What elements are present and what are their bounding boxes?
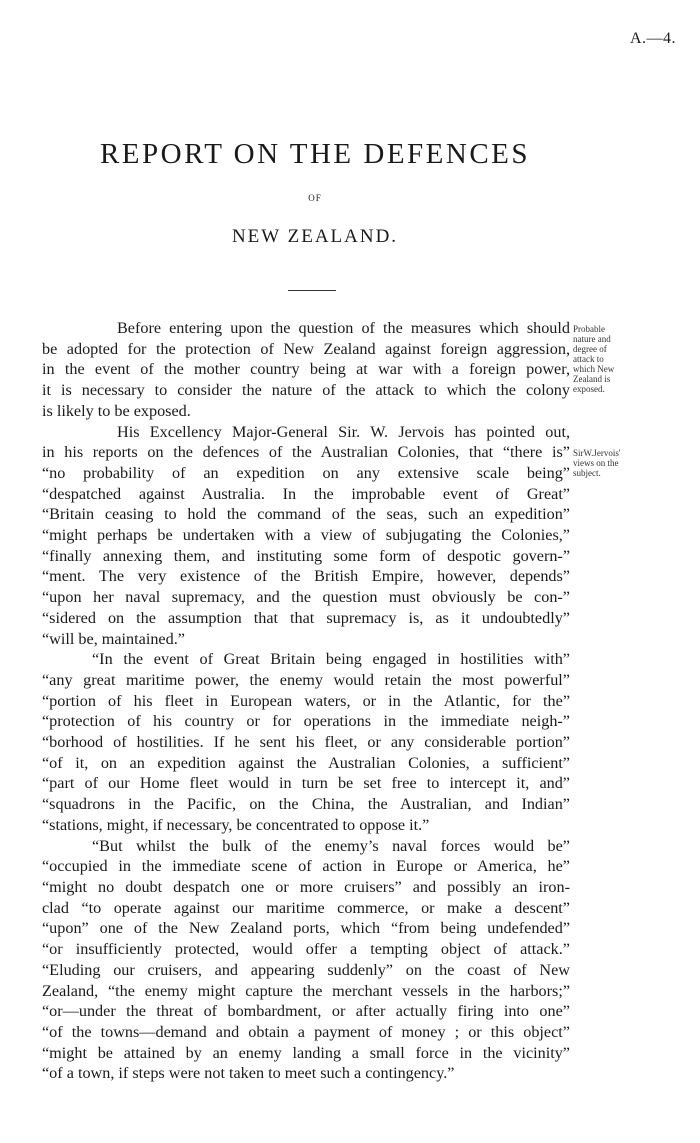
- paragraph: [42, 318, 570, 422]
- text-line: “finally annexing them, and instituting some form of despotic govern-”: [42, 546, 570, 565]
- text-line: Zealand, “the enemy might capture the merchant vessels in the harbors;”: [42, 981, 570, 1000]
- text-line: “portion of his fleet in European waters, or in the Atlantic, for the”: [42, 691, 570, 710]
- text-line: “protection of his country or for operations in the immediate neigh-”: [42, 712, 570, 731]
- text-line: “squadrons in the Pacific, on the China, the Australian, and Indian”: [42, 795, 570, 814]
- text-line: His Excellency Major-General Sir. W. Jervois has pointed out,: [117, 422, 570, 441]
- text-line: it is necessary to consider the nature of the attack to which the colony: [42, 381, 570, 400]
- paragraph: [42, 422, 570, 650]
- text-line: “upon her naval supremacy, and the question must obviously be con-”: [42, 588, 570, 607]
- side-note-line: attack to: [573, 354, 604, 364]
- text-line: “or—under the threat of bombardment, or after actually firing into one”: [42, 1002, 570, 1021]
- paragraph: [42, 836, 570, 1084]
- side-note-jervois-views: [573, 448, 663, 478]
- text-line: “any great maritime power, the enemy would retain the most powerful”: [42, 670, 570, 689]
- text-line: “sidered on the assumption that that supremacy is, as it undoubtedly”: [42, 608, 570, 627]
- report-title: REPORT ON THE DEFENCES: [99, 138, 531, 170]
- text-line: “will be, maintained.”: [42, 629, 185, 648]
- text-line: clad “to operate against our maritime commerce, or make a descent”: [42, 898, 570, 917]
- title-divider: [288, 290, 336, 291]
- text-line: “But whilst the bulk of the enemy’s naval forces would be”: [92, 836, 570, 855]
- text-line: “In the event of Great Britain being engaged in hostilities with”: [92, 650, 570, 669]
- text-line: “or insufficiently protected, would offer a tempting object of attack.”: [42, 940, 570, 959]
- text-line: in the event of the mother country being at war with a foreign power,: [42, 360, 570, 379]
- text-line: in his reports on the defences of the Australian Colonies, that “there is”: [42, 443, 570, 462]
- text-line: “might perhaps be undertaken with a view of subjugating the Colonies,”: [42, 526, 570, 545]
- side-note-line: subject.: [573, 468, 601, 478]
- text-line: “Britain ceasing to hold the command of the seas, such an expedition”: [42, 505, 570, 524]
- side-note-line: Zealand is: [573, 374, 611, 384]
- text-line: “part of our Home fleet would in turn be set free to intercept it, and”: [42, 774, 570, 793]
- text-line: “occupied in the immediate scene of action in Europe or America, he”: [42, 857, 570, 876]
- text-line: be adopted for the protection of New Zealand against foreign aggression,: [42, 339, 570, 358]
- page-reference: A.—4.: [629, 30, 676, 47]
- text-line: “no probability of an expedition on any extensive scale being”: [42, 463, 570, 482]
- paragraph: [42, 649, 570, 835]
- side-note-line: exposed.: [573, 384, 605, 394]
- side-note-line: degree of: [573, 344, 607, 354]
- title-connector: OF: [308, 193, 322, 203]
- text-line: “Eluding our cruisers, and appearing suddenly” on the coast of New: [42, 960, 570, 979]
- side-note-probable-attack: [573, 324, 663, 394]
- text-line: is likely to be exposed.: [42, 401, 191, 420]
- text-line: “ment. The very existence of the British Empire, however, depends”: [42, 567, 570, 586]
- text-line: “upon” one of the New Zealand ports, which “from being undefended”: [42, 919, 570, 938]
- text-line: “of a town, if steps were not taken to meet such a contingency.”: [42, 1064, 455, 1083]
- report-body: [42, 318, 570, 1084]
- text-line: “despatched against Australia. In the improbable event of Great”: [42, 484, 570, 503]
- text-line: “of it, on an expedition against the Australian Colonies, a sufficient”: [42, 753, 570, 772]
- side-note-line: Probable: [573, 324, 605, 334]
- text-line: “borhood of hostilities. If he sent his fleet, or any considerable portion”: [42, 733, 570, 752]
- side-note-line: nature and: [573, 334, 611, 344]
- text-line: “of the towns—demand and obtain a payment of money ; or this object”: [42, 1022, 570, 1041]
- report-subtitle: NEW ZEALAND.: [231, 226, 399, 247]
- side-note-line: views on the: [573, 458, 619, 468]
- text-line: “might no doubt despatch one or more cruisers” and possibly an iron-: [42, 877, 570, 896]
- side-note-line: SirW.Jervois': [573, 448, 621, 458]
- text-line: “stations, might, if necessary, be concentrated to oppose it.”: [42, 815, 430, 834]
- text-line: Before entering upon the question of the measures which should: [117, 319, 570, 337]
- side-note-line: which New: [573, 364, 615, 374]
- text-line: “might be attained by an enemy landing a small force in the vicinity”: [42, 1043, 570, 1062]
